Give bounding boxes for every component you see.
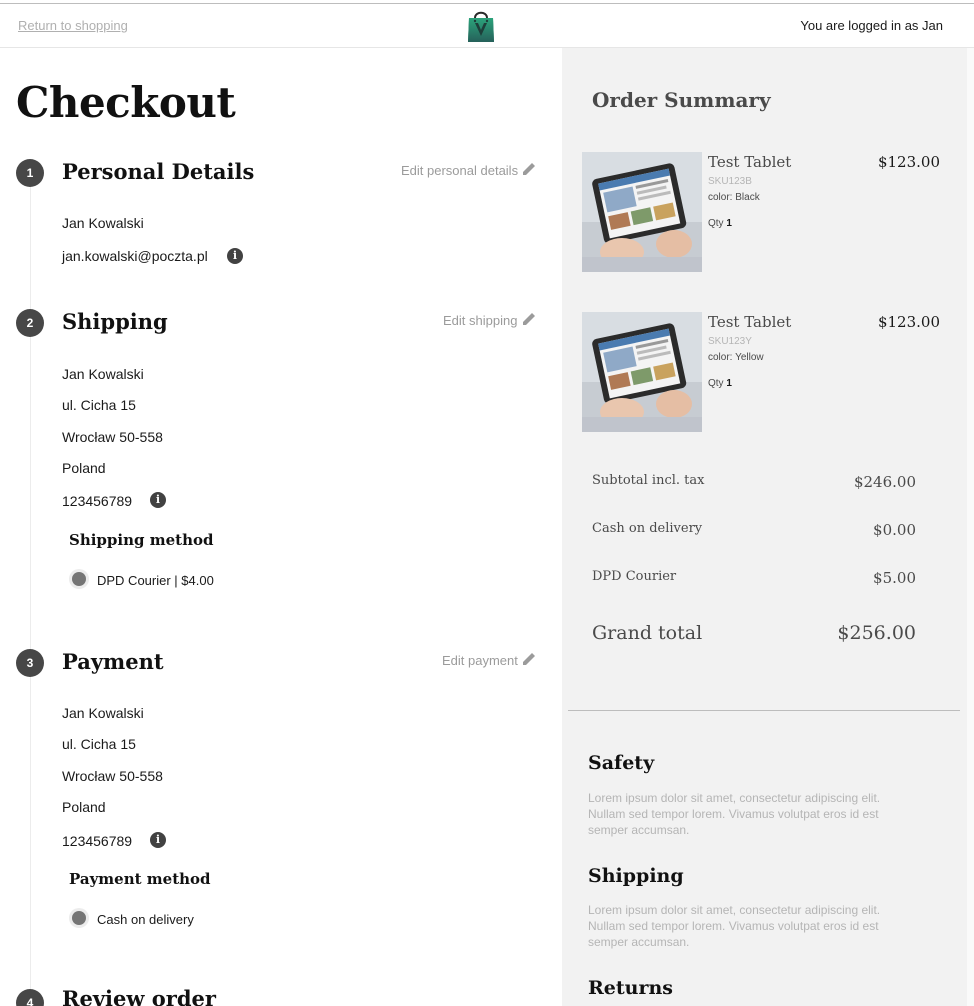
shipping-method-radio[interactable]: [69, 569, 89, 589]
shipping-method-title: Shipping method: [69, 531, 214, 549]
returns-title: Returns: [588, 977, 673, 999]
shipping-fee-label: DPD Courier: [592, 569, 677, 584]
pencil-icon[interactable]: [521, 311, 537, 327]
edit-payment-link[interactable]: Edit payment: [442, 653, 518, 668]
grand-total-label: Grand total: [592, 622, 703, 644]
shipping-city: Wrocław 50-558: [62, 429, 163, 445]
qty-value: 1: [726, 218, 732, 229]
shipping-info-text: Lorem ipsum dolor sit amet, consectetur adipiscing elit. Nullam sed tempor lorem. Vivamus volutpat eros id est semper accumsan.: [588, 903, 881, 949]
attribute-value: Yellow: [735, 352, 764, 363]
safety-title: Safety: [588, 752, 655, 774]
info-icon[interactable]: i: [227, 248, 243, 264]
attribute-value: Black: [735, 192, 760, 203]
shipping-street: ul. Cicha 15: [62, 397, 136, 413]
product-image-tablet[interactable]: [582, 312, 702, 432]
payment-method-title: Payment method: [69, 870, 211, 888]
qty-value: 1: [726, 378, 732, 389]
product-price: $123.00: [877, 313, 940, 331]
step-title-payment: Payment: [62, 649, 164, 674]
attribute-label: color:: [708, 192, 733, 203]
shipping-info-title: Shipping: [588, 865, 684, 887]
product-name[interactable]: Test Tablet: [708, 153, 792, 171]
safety-text: Lorem ipsum dolor sit amet, consectetur adipiscing elit. Nullam sed tempor lorem. Vivamus volutpat eros id est semper accumsan.: [588, 791, 881, 837]
product-price: $123.00: [877, 153, 940, 171]
summary-divider: [568, 710, 960, 711]
step-number-badge: 1: [16, 159, 44, 187]
payment-method-label[interactable]: Cash on delivery: [97, 912, 194, 927]
pencil-icon[interactable]: [521, 651, 537, 667]
product-quantity: [708, 218, 732, 229]
shipping-name: Jan Kowalski: [62, 366, 144, 382]
logged-in-status: You are logged in as Jan: [800, 18, 943, 33]
qty-label: Qty: [708, 378, 724, 389]
step-number-badge: 2: [16, 309, 44, 337]
scrollbar-track[interactable]: [967, 48, 974, 1006]
shopping-bag-icon[interactable]: [466, 9, 496, 43]
product-sku: SKU123Y: [708, 336, 752, 347]
shipping-country: Poland: [62, 460, 106, 476]
subtotal-value: $246.00: [853, 473, 916, 491]
step-title-personal-details: Personal Details: [62, 159, 255, 184]
return-to-shopping-link[interactable]: Return to shopping: [18, 18, 128, 33]
edit-shipping-link[interactable]: Edit shipping: [443, 313, 518, 328]
payment-method-radio[interactable]: [69, 908, 89, 928]
personal-email: jan.kowalski@poczta.pl: [62, 248, 208, 264]
product-image-tablet[interactable]: [582, 152, 702, 272]
info-icon[interactable]: i: [150, 492, 166, 508]
payment-fee-label: Cash on delivery: [592, 521, 703, 536]
shipping-phone: 123456789: [62, 493, 133, 509]
payment-phone: 123456789: [62, 833, 133, 849]
product-sku: SKU123B: [708, 176, 752, 187]
shipping-method-label[interactable]: DPD Courier | $4.00: [97, 573, 214, 588]
page-title: Checkout: [16, 78, 236, 127]
step-number-badge: 4: [16, 989, 44, 1006]
info-icon[interactable]: i: [150, 832, 166, 848]
grand-total-value: $256.00: [837, 622, 916, 644]
product-attribute: [708, 352, 764, 363]
payment-country: Poland: [62, 799, 106, 815]
order-summary-title: Order Summary: [592, 88, 771, 112]
shipping-fee-value: $5.00: [873, 569, 916, 587]
payment-name: Jan Kowalski: [62, 705, 144, 721]
pencil-icon[interactable]: [521, 161, 537, 177]
page-header: [0, 4, 974, 48]
payment-fee-value: $0.00: [873, 521, 916, 539]
qty-label: Qty: [708, 218, 724, 229]
payment-street: ul. Cicha 15: [62, 736, 136, 752]
personal-name: Jan Kowalski: [62, 215, 144, 231]
product-attribute: [708, 192, 760, 203]
product-name[interactable]: Test Tablet: [708, 313, 792, 331]
payment-city: Wrocław 50-558: [62, 768, 163, 784]
step-title-review-order: Review order: [62, 986, 216, 1006]
edit-personal-details-link[interactable]: Edit personal details: [401, 163, 519, 178]
product-quantity: [708, 378, 732, 389]
step-number-badge: 3: [16, 649, 44, 677]
step-title-shipping: Shipping: [62, 309, 168, 334]
attribute-label: color:: [708, 352, 733, 363]
subtotal-label: Subtotal incl. tax: [592, 473, 705, 488]
